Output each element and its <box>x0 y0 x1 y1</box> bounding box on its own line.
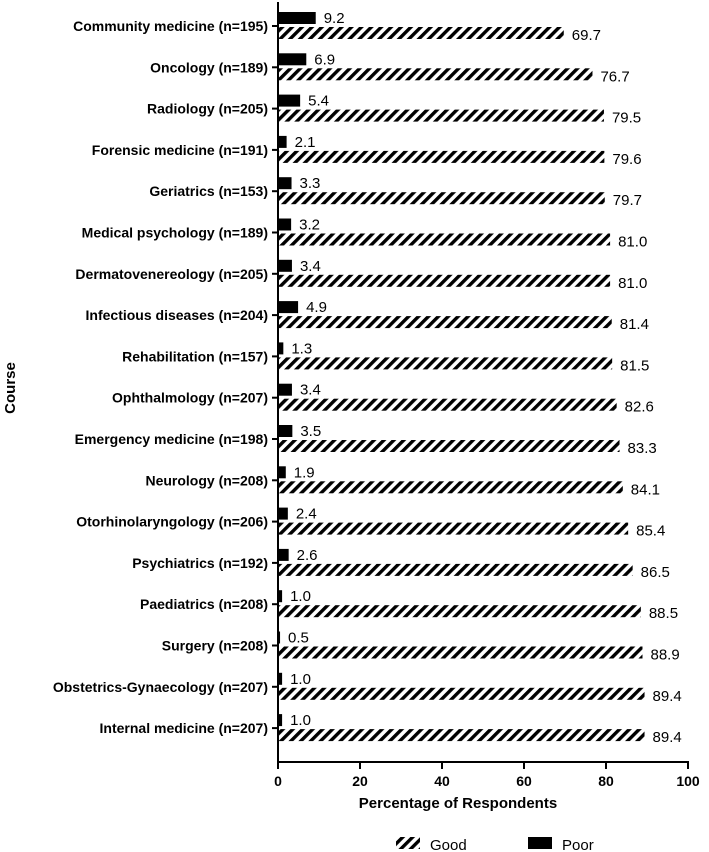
bar-poor <box>278 425 292 437</box>
category-label: Psychiatrics (n=192) <box>132 554 268 571</box>
category-label: Paediatrics (n=208) <box>139 596 268 613</box>
category-label: Emergency medicine (n=198) <box>74 431 268 447</box>
data-label-poor: 1.3 <box>291 340 313 358</box>
bar-good <box>278 564 633 576</box>
legend-label-good: Good <box>430 837 467 852</box>
category-label: Otorhinolaryngology (n=206) <box>76 513 268 530</box>
data-label-good: 88.9 <box>650 646 680 664</box>
data-label-good: 81.5 <box>620 357 650 375</box>
data-label-poor: 3.2 <box>299 216 320 234</box>
data-label-good: 89.4 <box>652 729 682 747</box>
bar-poor <box>278 301 298 313</box>
bar-poor <box>278 549 289 561</box>
bar-good <box>278 605 641 617</box>
x-tick-label: 0 <box>274 773 282 789</box>
category-label: Dermatovenereology (n=205) <box>75 265 268 282</box>
bar-poor <box>278 508 288 520</box>
legend <box>396 837 594 852</box>
data-label-poor: 6.9 <box>314 51 336 69</box>
data-label-poor: 3.4 <box>299 381 321 399</box>
bar-good <box>278 68 592 80</box>
x-tick-label: 100 <box>676 773 700 789</box>
data-label-poor: 9.2 <box>323 10 345 27</box>
bar-poor <box>278 260 292 272</box>
bar-poor <box>278 136 287 148</box>
data-label-good: 83.3 <box>627 440 657 457</box>
data-label-poor: 3.5 <box>300 423 322 440</box>
bar-good <box>278 729 645 741</box>
category-label: Surgery (n=208) <box>161 637 268 654</box>
data-label-poor: 1.0 <box>290 670 311 688</box>
bar-poor <box>278 219 291 231</box>
bar-good <box>278 523 628 535</box>
bar-poor <box>278 177 292 189</box>
legend-label-poor: Poor <box>562 837 594 852</box>
y-axis <box>53 2 278 762</box>
bar-poor <box>278 466 286 478</box>
category-label: Obstetrics-Gynaecology (n=207) <box>52 678 268 695</box>
x-axis-title: Percentage of Respondents <box>358 795 558 812</box>
data-label-good: 85.4 <box>636 522 666 540</box>
data-label-good: 79.7 <box>612 192 642 210</box>
data-label-poor: 1.9 <box>293 464 315 482</box>
bar-good <box>278 481 623 493</box>
category-label: Internal medicine (n=207) <box>99 720 268 737</box>
bar-good <box>278 234 610 246</box>
bar-good <box>278 110 604 122</box>
plot-area <box>278 10 682 746</box>
bar-good <box>278 688 645 700</box>
bar-good <box>278 647 642 659</box>
bar-good <box>278 275 610 287</box>
data-label-poor: 2.4 <box>295 505 317 523</box>
bar-good <box>278 316 612 328</box>
data-label-poor: 3.3 <box>299 175 321 193</box>
data-label-poor: 2.6 <box>296 546 318 564</box>
category-label: Rehabilitation (n=157) <box>122 348 268 365</box>
data-label-poor: 5.4 <box>308 92 329 110</box>
y-axis-title: Course <box>2 362 19 414</box>
data-label-poor: 1.0 <box>290 588 311 606</box>
data-label-good: 81.0 <box>618 233 648 251</box>
bar-good <box>278 440 620 452</box>
category-label: Community medicine (n=195) <box>73 18 268 34</box>
data-label-good: 76.7 <box>600 68 630 86</box>
data-label-poor: 4.9 <box>306 299 327 317</box>
legend-swatch-good <box>396 837 420 849</box>
data-label-poor: 1.0 <box>290 712 311 730</box>
bar-poor <box>278 12 316 24</box>
bar-good <box>278 357 612 369</box>
bar-poor <box>278 95 300 107</box>
x-tick-label: 60 <box>516 773 532 789</box>
data-label-good: 69.7 <box>571 27 601 44</box>
data-label-good: 81.0 <box>618 274 648 292</box>
category-label: Radiology (n=205) <box>147 100 268 117</box>
data-label-poor: 0.5 <box>288 629 309 647</box>
category-label: Forensic medicine (n=191) <box>91 141 268 158</box>
x-axis <box>274 762 700 789</box>
category-label: Infectious diseases (n=204) <box>85 307 268 324</box>
x-tick-label: 20 <box>352 773 368 789</box>
bar-good <box>278 399 617 411</box>
data-label-good: 88.5 <box>648 605 679 623</box>
data-label-good: 79.5 <box>611 109 642 127</box>
bar-good <box>278 192 605 204</box>
bar-poor <box>278 53 306 65</box>
data-label-good: 82.6 <box>624 398 654 416</box>
x-tick-label: 80 <box>598 773 614 789</box>
data-label-poor: 3.4 <box>299 257 321 275</box>
data-label-good: 89.4 <box>652 687 682 705</box>
data-label-poor: 2.1 <box>294 133 316 151</box>
bar-good <box>278 27 564 39</box>
category-label: Medical psychology (n=189) <box>81 224 268 241</box>
category-label: Geriatrics (n=153) <box>149 183 268 200</box>
legend-swatch-poor <box>528 837 552 849</box>
category-label: Oncology (n=189) <box>150 59 268 76</box>
data-label-good: 84.1 <box>630 481 661 499</box>
x-tick-label: 40 <box>434 773 450 789</box>
category-label: Ophthalmology (n=207) <box>112 389 268 406</box>
data-label-good: 79.6 <box>612 150 642 168</box>
data-label-good: 86.5 <box>640 563 670 581</box>
category-label: Neurology (n=208) <box>145 472 268 489</box>
bar-good <box>278 151 604 163</box>
data-label-good: 81.4 <box>619 316 649 334</box>
bar-poor <box>278 384 292 396</box>
